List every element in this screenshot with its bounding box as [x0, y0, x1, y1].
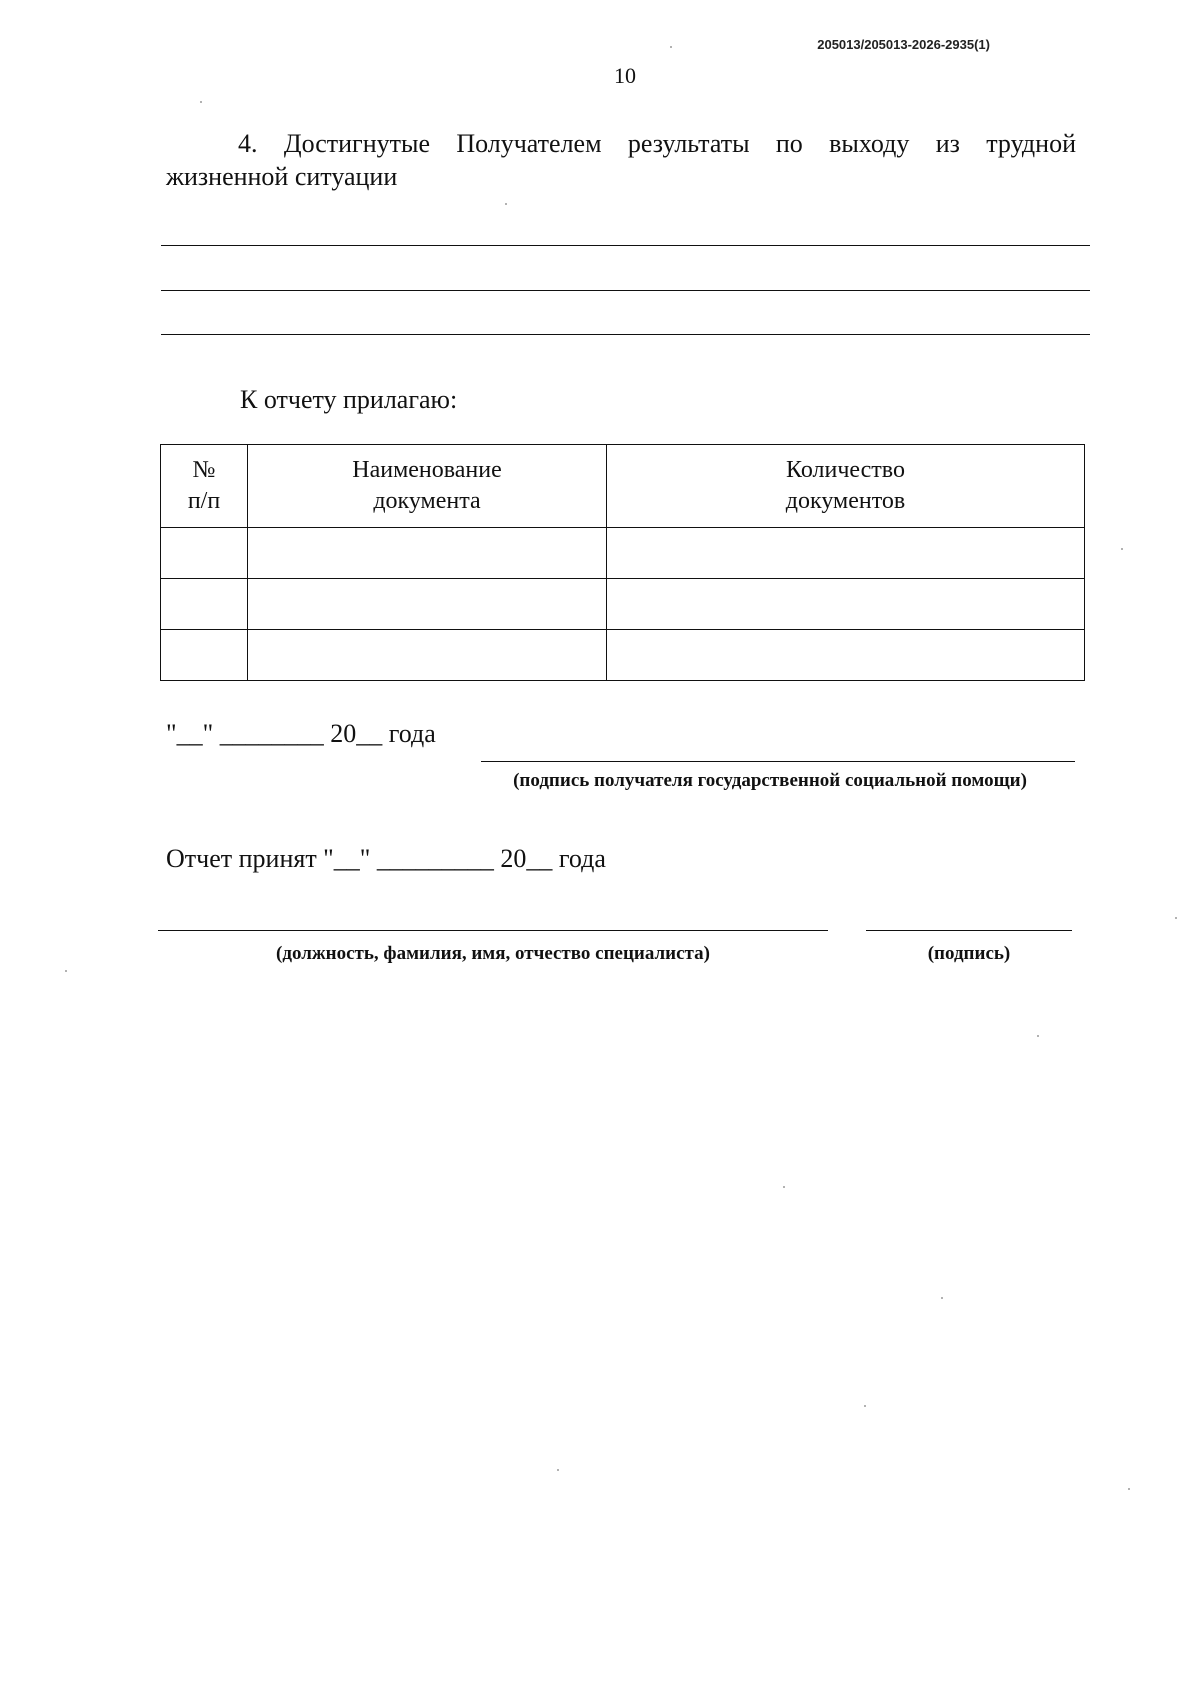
- scan-speck: [670, 46, 672, 48]
- scan-speck: [505, 203, 507, 205]
- recipient-signature-line: [481, 761, 1075, 762]
- table-header-row: [161, 445, 1085, 528]
- table-cell: [607, 579, 1085, 630]
- scan-speck: [864, 1405, 866, 1407]
- section-title-line-1: 4. Достигнутые Получателем результаты по выходу из трудной: [238, 129, 1076, 158]
- report-accepted-line: Отчет принят "__" _________ 20__ года: [166, 844, 606, 873]
- answer-line-3: [161, 334, 1090, 335]
- table-row: [161, 630, 1085, 681]
- scan-speck: [1175, 917, 1177, 919]
- scan-speck: [65, 970, 67, 972]
- page-number: 10: [614, 63, 636, 88]
- specialist-line: [158, 930, 828, 931]
- answer-line-1: [161, 245, 1090, 246]
- recipient-signature-caption: (подпись получателя государственной социальной помощи): [513, 770, 1027, 791]
- scan-speck: [1037, 1035, 1039, 1037]
- column-header-number: № п/п: [161, 445, 248, 528]
- document-code: 205013/205013-2026-2935(1): [817, 37, 990, 52]
- scan-speck: [557, 1469, 559, 1471]
- table-row: [161, 579, 1085, 630]
- section-title-line-2: жизненной ситуации: [166, 162, 398, 191]
- attachments-table: [160, 444, 1085, 681]
- recipient-date-line: "__" ________ 20__ года: [166, 719, 436, 748]
- table-cell: [248, 579, 607, 630]
- table-row: [161, 528, 1085, 579]
- table-cell: [248, 630, 607, 681]
- answer-line-2: [161, 290, 1090, 291]
- column-header-document-count: Количество документов: [607, 445, 1085, 528]
- specialist-caption: (должность, фамилия, имя, отчество специалиста): [276, 943, 710, 964]
- table-cell: [161, 528, 248, 579]
- table-cell: [161, 630, 248, 681]
- scan-speck: [783, 1186, 785, 1188]
- column-header-document-name: Наименование документа: [248, 445, 607, 528]
- scan-speck: [200, 101, 202, 103]
- table-cell: [607, 630, 1085, 681]
- table-cell: [607, 528, 1085, 579]
- signature-caption: (подпись): [927, 943, 1011, 964]
- table-cell: [248, 528, 607, 579]
- scan-speck: [941, 1297, 943, 1299]
- scan-speck: [1128, 1488, 1130, 1490]
- attachments-label: К отчету прилагаю:: [240, 385, 458, 414]
- table-cell: [161, 579, 248, 630]
- specialist-signature-line: [866, 930, 1072, 931]
- scan-speck: [1121, 548, 1123, 550]
